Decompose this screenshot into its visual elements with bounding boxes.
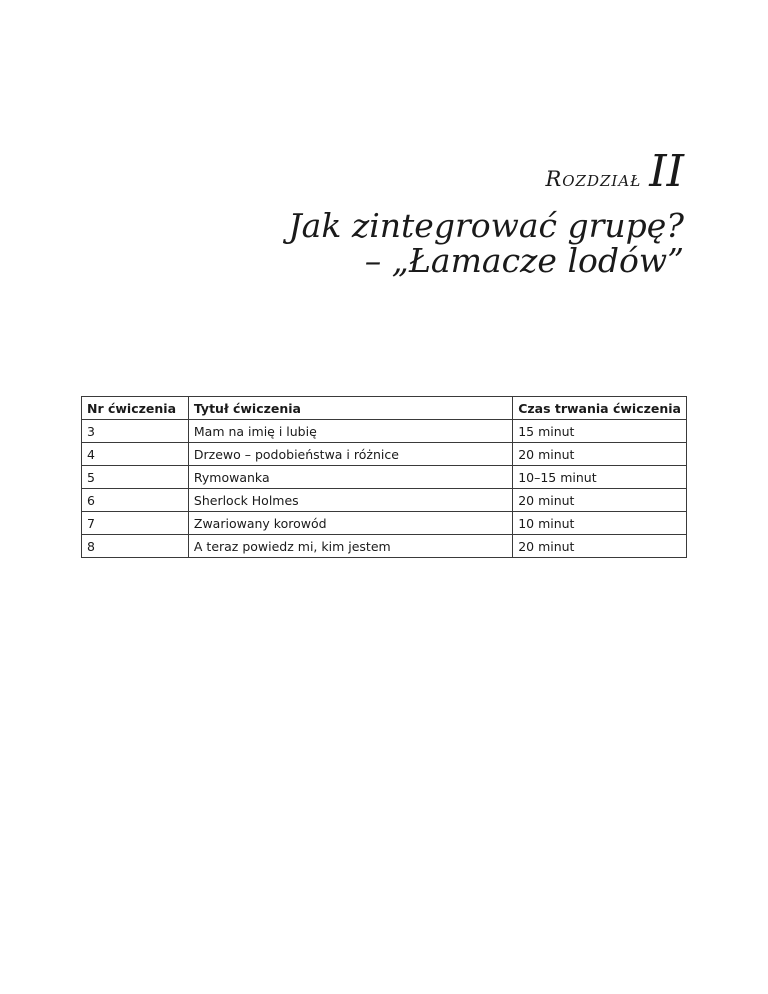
- cell-duration: 15 minut: [513, 420, 687, 443]
- cell-number: 8: [82, 535, 189, 558]
- cell-title: Drzewo – podobieństwa i różnice: [188, 443, 512, 466]
- table-row: [82, 443, 687, 466]
- cell-number: 5: [82, 466, 189, 489]
- chapter-number: II: [649, 146, 684, 197]
- header-duration: Czas trwania ćwiczenia: [513, 397, 687, 420]
- cell-duration: 10 minut: [513, 512, 687, 535]
- cell-title: Rymowanka: [188, 466, 512, 489]
- chapter-heading: [288, 146, 684, 280]
- cell-duration: 10–15 minut: [513, 466, 687, 489]
- table-header-row: [82, 397, 687, 420]
- cell-number: 6: [82, 489, 189, 512]
- cell-title: A teraz powiedz mi, kim jestem: [188, 535, 512, 558]
- cell-duration: 20 minut: [513, 489, 687, 512]
- table-row: [82, 466, 687, 489]
- cell-title: Zwariowany korowód: [188, 512, 512, 535]
- cell-duration: 20 minut: [513, 535, 687, 558]
- chapter-title-line-2: – „Łamacze lodów”: [364, 241, 684, 280]
- exercises-table: [81, 396, 687, 558]
- table-row: [82, 420, 687, 443]
- cell-title: Mam na imię i lubię: [188, 420, 512, 443]
- chapter-title: [288, 208, 684, 278]
- chapter-title-line-1: Jak zintegrować grupę?: [288, 206, 684, 245]
- chapter-label: Rozdział: [545, 167, 642, 191]
- cell-number: 3: [82, 420, 189, 443]
- cell-number: 4: [82, 443, 189, 466]
- cell-title: Sherlock Holmes: [188, 489, 512, 512]
- chapter-label-row: [288, 146, 684, 197]
- header-number: Nr ćwiczenia: [82, 397, 189, 420]
- cell-number: 7: [82, 512, 189, 535]
- cell-duration: 20 minut: [513, 443, 687, 466]
- table-row: [82, 535, 687, 558]
- header-title: Tytuł ćwiczenia: [188, 397, 512, 420]
- table-row: [82, 512, 687, 535]
- table-row: [82, 489, 687, 512]
